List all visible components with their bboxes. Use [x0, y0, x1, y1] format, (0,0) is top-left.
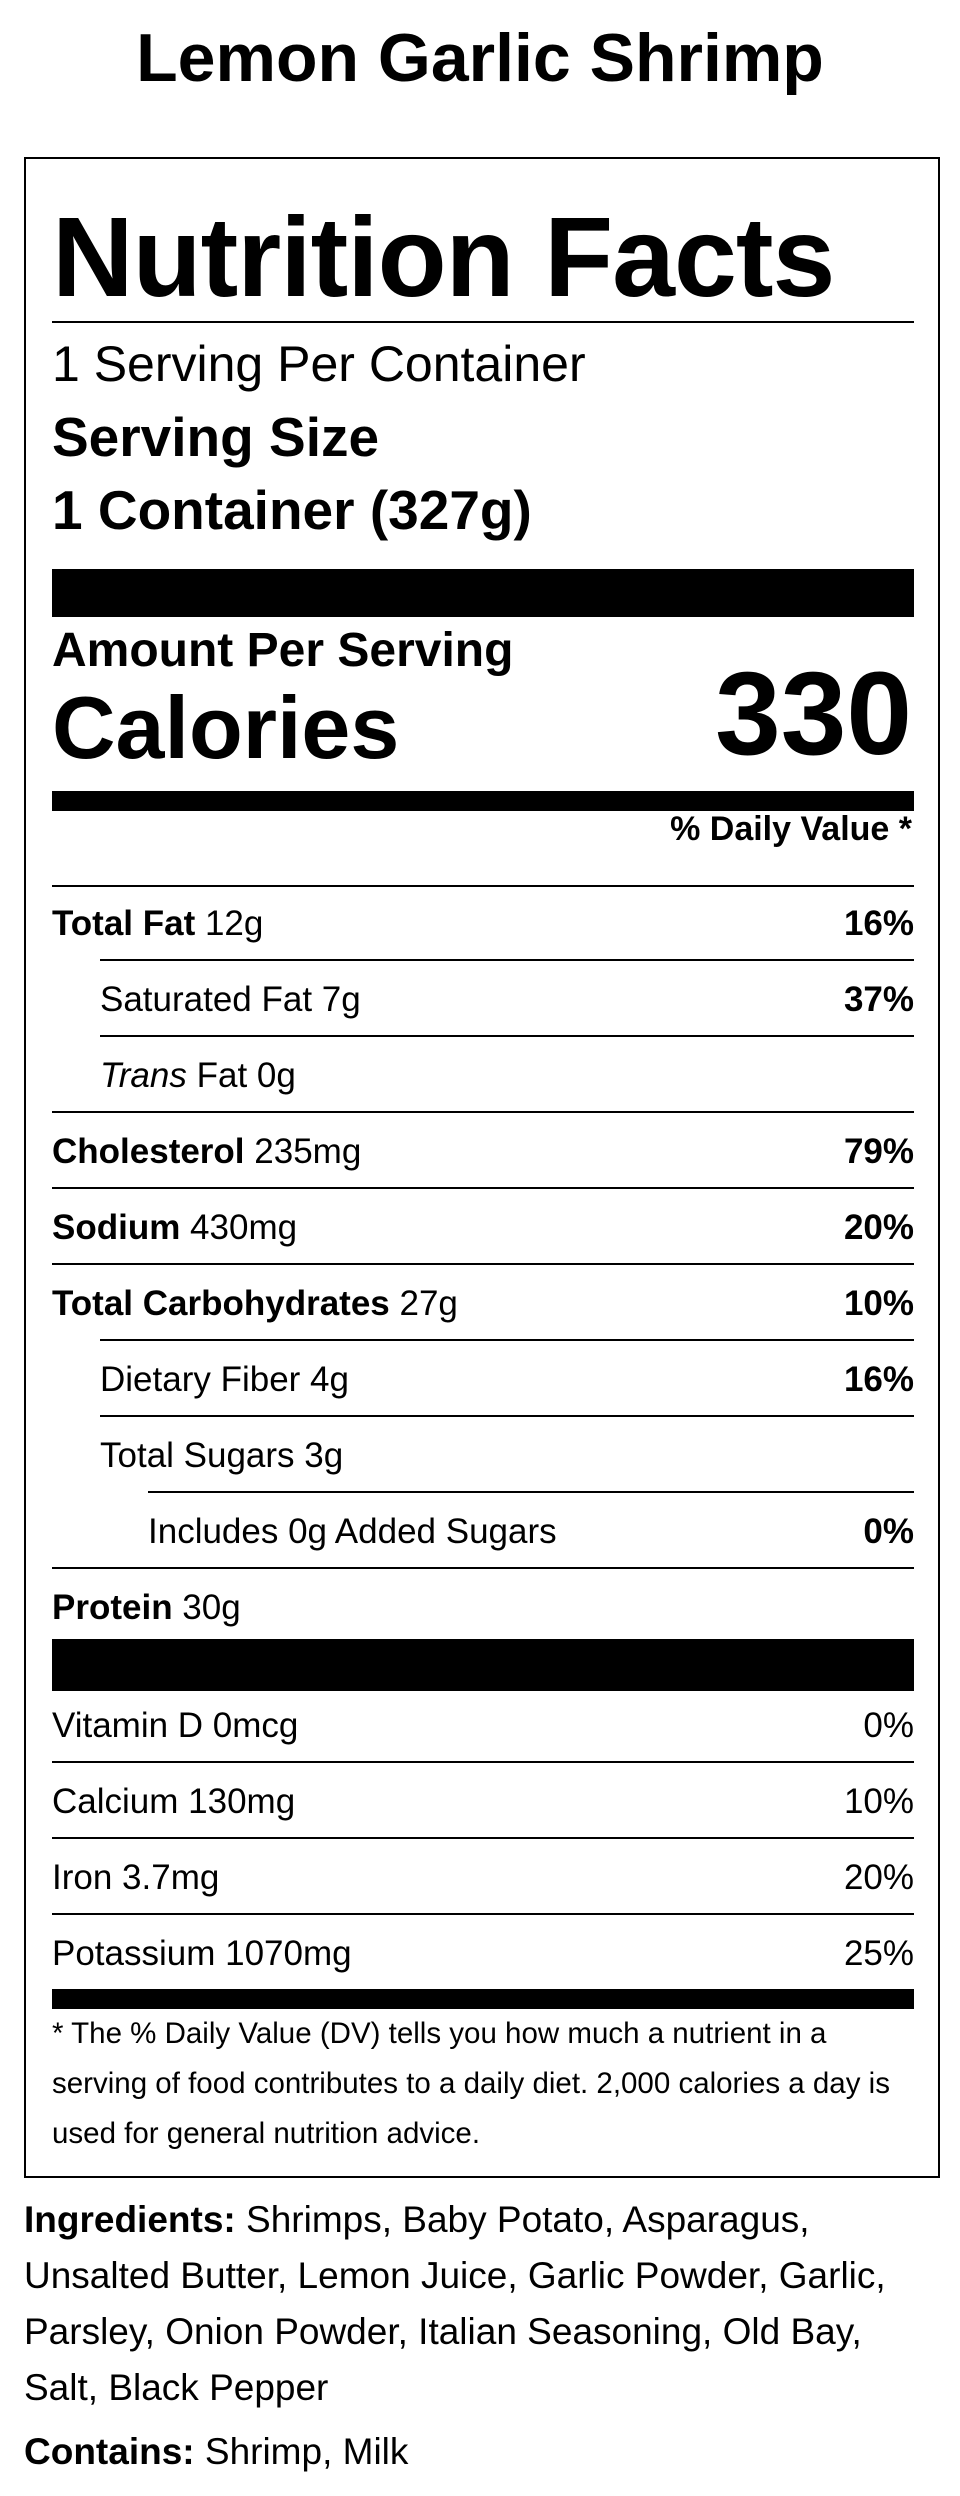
nutrient-dv: 16% — [843, 1360, 914, 1399]
row-divider — [52, 1263, 914, 1265]
nutrient-name: Includes 0g Added Sugars — [148, 1512, 557, 1551]
nutrient-name: Cholesterol — [52, 1132, 245, 1171]
row-divider — [100, 1035, 914, 1037]
row-divider — [100, 1339, 914, 1341]
nutrient-amount: 430mg — [180, 1208, 298, 1247]
vitamin-dv: 10% — [843, 1782, 914, 1821]
nutrient-amount: 3g — [294, 1436, 344, 1475]
nutrient-row-cholesterol — [52, 1115, 914, 1189]
nutrient-name-rest: Fat 0g — [186, 1056, 296, 1095]
servings-per-container: 1 Serving Per Container — [52, 336, 586, 392]
vitamin-name: Iron 3.7mg — [52, 1858, 220, 1897]
daily-value-footnote: * The % Daily Value (DV) tells you how much a nutrient in a serving of food contributes to a daily diet. 2,000 calories a day is used for general nutrition advice. — [52, 2017, 890, 2150]
nutrient-name: Dietary Fiber — [100, 1360, 301, 1399]
ingredients-statement — [24, 2192, 940, 2416]
nutrient-dv: 37% — [843, 980, 914, 1019]
nutrient-name: Total Sugars — [100, 1436, 295, 1475]
ingredients-text: Shrimps, Baby Potato, Asparagus, Unsalted Butter, Lemon Juice, Garlic Powder, Garlic, Parsley, Onion Powder, Italian Seasoning, Old Bay, Salt, Black Pepper — [24, 2199, 886, 2408]
nutrient-row-total-carbohydrates — [52, 1267, 914, 1341]
nutrient-dv: 20% — [843, 1208, 914, 1247]
serving-size-value: 1 Container (327g) — [52, 479, 532, 541]
calories-label: Calories — [52, 678, 400, 777]
nutrient-name-italic: Trans — [100, 1056, 187, 1095]
nutrient-row-total-fat — [52, 887, 914, 961]
vitamin-row-calcium — [52, 1765, 914, 1839]
row-divider — [148, 1491, 914, 1493]
nutrient-row-total-sugars — [52, 1419, 914, 1493]
nutrient-name: Total Carbohydrates — [52, 1284, 390, 1323]
nutrient-row-trans-fat — [52, 1039, 914, 1113]
vitamin-row-potassium — [52, 1917, 914, 1991]
ingredients-label: Ingredients: — [24, 2199, 236, 2240]
vitamin-name: Vitamin D 0mcg — [52, 1706, 299, 1745]
nutrient-row-sodium — [52, 1191, 914, 1265]
contains-label: Contains: — [24, 2431, 195, 2472]
amount-per-serving: Amount Per Serving — [52, 624, 514, 677]
serving-size-label: Serving Size — [52, 406, 380, 468]
thick-divider — [52, 569, 914, 617]
vitamin-row-iron — [52, 1841, 914, 1915]
row-divider — [52, 1111, 914, 1113]
contains-text: Shrimp, Milk — [194, 2431, 409, 2472]
row-divider — [52, 1837, 914, 1839]
vitamin-row-vitamin-d — [52, 1689, 914, 1763]
nutrient-amount: 7g — [312, 980, 361, 1019]
product-title: Lemon Garlic Shrimp — [136, 20, 824, 96]
nutrient-dv: 0% — [863, 1512, 914, 1551]
medium-divider — [52, 1989, 914, 2009]
vitamin-name: Potassium 1070mg — [52, 1934, 352, 1973]
nutrient-row-protein — [52, 1571, 914, 1645]
nutrient-name: Sodium — [52, 1208, 181, 1247]
row-divider — [52, 1187, 914, 1189]
thick-divider — [52, 1639, 914, 1691]
vitamin-name: Calcium 130mg — [52, 1782, 296, 1821]
nutrient-amount: 4g — [300, 1360, 349, 1399]
nutrient-dv: 10% — [843, 1284, 914, 1323]
vitamin-dv: 25% — [843, 1934, 914, 1973]
row-divider — [52, 1567, 914, 1569]
allergen-statement — [24, 2424, 940, 2480]
nutrient-dv: 16% — [843, 904, 914, 943]
nutrient-amount: 235mg — [244, 1132, 362, 1171]
nutrient-row-added-sugars — [52, 1495, 914, 1569]
vitamin-dv: 0% — [863, 1706, 914, 1745]
nutrient-amount: 12g — [195, 904, 264, 943]
nutrient-name: Saturated Fat — [100, 980, 313, 1019]
row-divider — [52, 1913, 914, 1915]
nutrient-name: Protein — [52, 1588, 173, 1627]
nutrient-name: Total Fat — [52, 904, 196, 943]
divider — [52, 321, 914, 323]
nutrition-label — [24, 157, 940, 2178]
nutrient-row-dietary-fiber — [52, 1343, 914, 1417]
vitamin-dv: 20% — [843, 1858, 914, 1897]
nutrient-row-saturated-fat — [52, 963, 914, 1037]
row-divider — [100, 959, 914, 961]
nutrient-dv: 79% — [843, 1132, 914, 1171]
row-divider — [100, 1415, 914, 1417]
row-divider — [52, 1761, 914, 1763]
nutrient-amount: 27g — [389, 1284, 458, 1323]
daily-value-header: % Daily Value * — [670, 810, 912, 848]
nutrition-facts-heading: Nutrition Facts — [52, 194, 835, 320]
nutrient-amount: 30g — [172, 1588, 241, 1627]
calories-value: 330 — [715, 648, 912, 780]
